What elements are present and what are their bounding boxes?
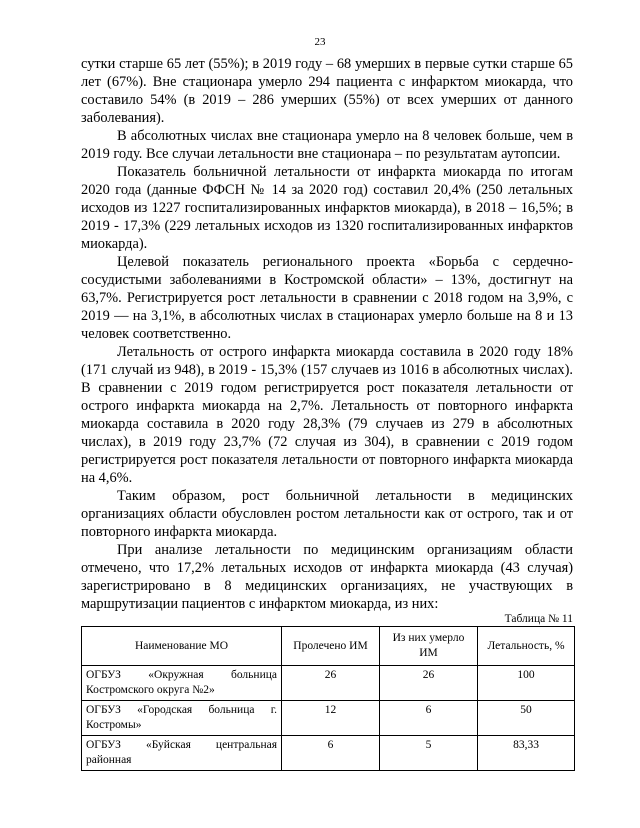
header-mo-name: Наименование МО [82, 627, 282, 666]
paragraph-7: При анализе летальности по медицинским организациям области отмечено, что 17,2% летальных исходов от инфаркта миокарда (43 случая) зарегистрировано в 8 медицинских организациях, не участвующих в маршрутизации пациентов с инфарктом миокарда, из них: [81, 542, 573, 612]
page-number: 23 [314, 36, 326, 48]
cell-lethality: 100 [478, 666, 575, 701]
cell-died: 6 [380, 701, 478, 736]
cell-lethality: 50 [478, 701, 575, 736]
paragraph-2: В абсолютных числах вне стационара умерло на 8 человек больше, чем в 2019 году. Все случаи летальности вне стационара – по результатам аутопсии. [81, 128, 573, 162]
paragraph-6: Таким образом, рост больничной летальности в медицинских организациях области обусловлен ростом летальности как от острого, так и от повторного инфаркта миокарда. [81, 488, 573, 540]
cell-treated: 26 [282, 666, 380, 701]
table-header-row [82, 627, 575, 666]
header-died: Из них умерло ИМ [380, 627, 478, 666]
table-caption: Таблица № 11 [504, 613, 573, 625]
table-row [82, 701, 575, 736]
cell-died: 5 [380, 736, 478, 771]
cell-mo-name: ОГБУЗ «Городская больница г. Костромы» [82, 701, 282, 736]
paragraph-3: Показатель больничной летальности от инфаркта миокарда по итогам 2020 года (данные ФФСН № 14 за 2020 год) составил 20,4% (250 летальных исходов из 1227 госпитализированных инфарктов миокарда), в 2018 – 16,5%; в 2019 - 17,3% (229 летальных исходов из 1320 госпитализированных инфарктов миокарда). [81, 164, 573, 252]
cell-mo-name: ОГБУЗ «Буйская центральная районная [82, 736, 282, 771]
body-text [81, 55, 573, 613]
cell-lethality: 83,33 [478, 736, 575, 771]
table-row [82, 666, 575, 701]
cell-died: 26 [380, 666, 478, 701]
header-treated: Пролечено ИМ [282, 627, 380, 666]
paragraph-1: сутки старше 65 лет (55%); в 2019 году – 68 умерших в первые сутки старше 65 лет (67%). Вне стационара умерло 294 пациента с инфарктом миокарда, что составило 54% (в 2019 – 286 умерших (55%) от всех умерших от данного заболевания). [81, 56, 573, 126]
paragraph-4: Целевой показатель регионального проекта «Борьба с сердечно-сосудистыми заболеваниями в Костромской области» – 13%, достигнут на 63,7%. Регистрируется рост летальности в сравнении с 2018 годом на 3,9%, с 2019 — на 3,1%, в абсолютных числах в стационарах умерло больше на 8 и 13 человек соответственно. [81, 254, 573, 342]
cell-mo-name: ОГБУЗ «Окружная больница Костромского округа №2» [82, 666, 282, 701]
paragraph-5: Летальность от острого инфаркта миокарда составила в 2020 году 18% (171 случай из 948), в 2019 - 15,3% (157 случаев из 1016 в абсолютных числах). В сравнении с 2019 годом регистрируется рост показателя летальности от острого инфаркта миокарда на 2,7%. Летальность от повторного инфаркта миокарда составила в 2020 году 28,3% (79 случаев из 279 в абсолютных числах), в 2019 году 23,7% (72 случая из 304), в сравнении с 2019 годом регистрируется рост показателя летальности от повторного инфаркта миокарда на 4,6%. [81, 344, 573, 486]
header-lethality: Летальность, % [478, 627, 575, 666]
table-row [82, 736, 575, 771]
cell-treated: 6 [282, 736, 380, 771]
cell-treated: 12 [282, 701, 380, 736]
mo-lethality-table [81, 626, 575, 771]
